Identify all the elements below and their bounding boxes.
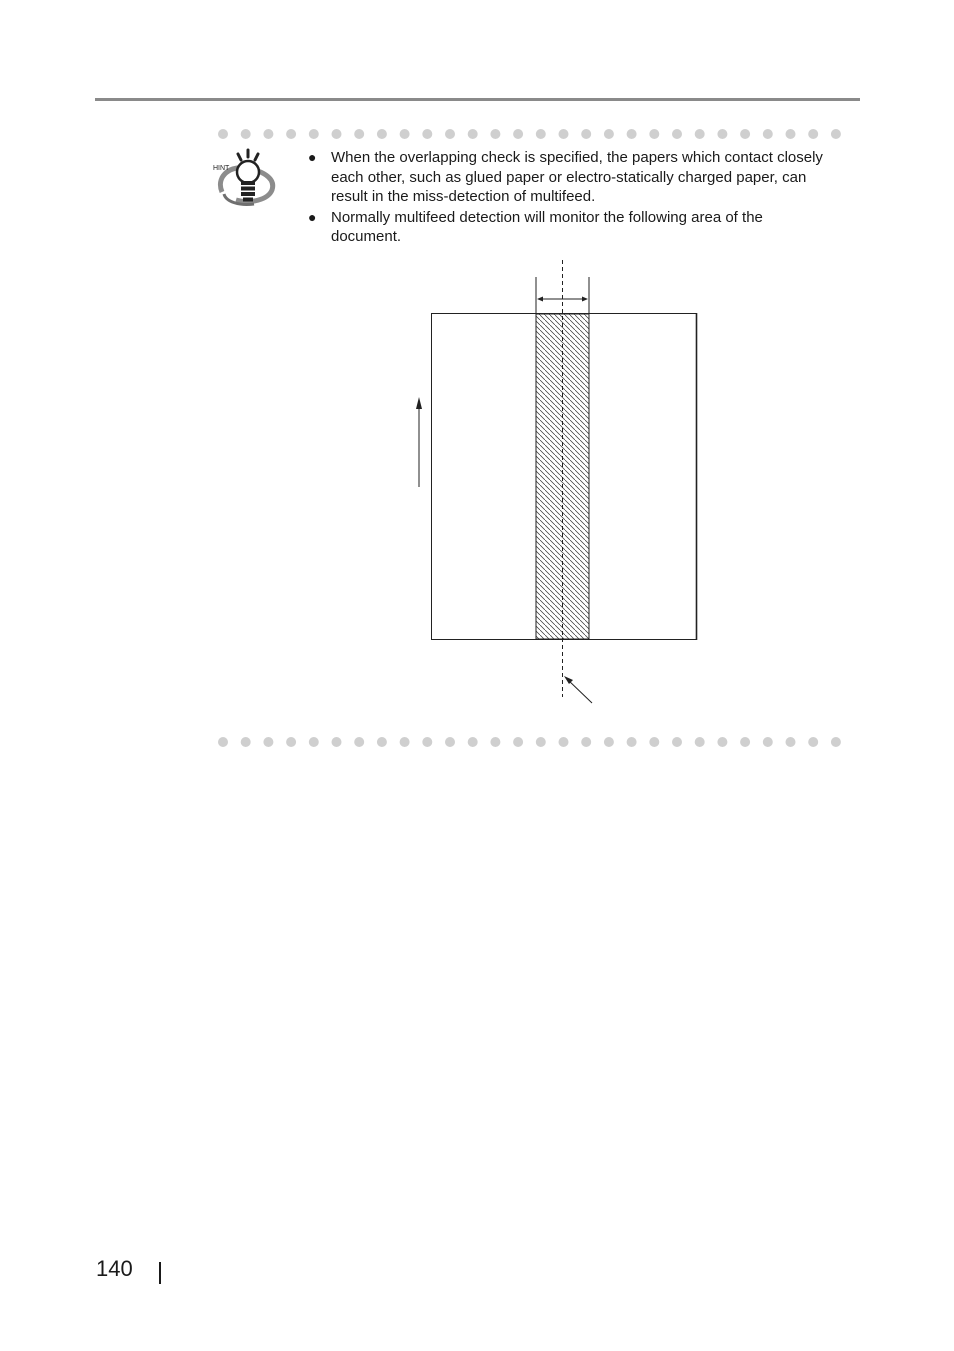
border-dot — [354, 737, 364, 747]
border-dot — [581, 129, 591, 139]
border-dot — [513, 737, 523, 747]
lightbulb-hint-icon — [210, 148, 282, 210]
hint-bottom-dotted-border — [213, 735, 849, 749]
border-dot — [490, 129, 500, 139]
multifeed-detection-area-diagram — [400, 255, 720, 715]
page-number-divider — [159, 1262, 161, 1284]
leader-arrow — [567, 679, 592, 703]
border-dot — [695, 129, 705, 139]
hint-bullet-item — [305, 148, 835, 207]
border-dot — [309, 737, 319, 747]
border-dot — [309, 129, 319, 139]
border-dot — [286, 129, 296, 139]
border-dot — [831, 129, 841, 139]
border-dot — [717, 129, 727, 139]
border-dot — [332, 737, 342, 747]
border-dot — [808, 737, 818, 747]
border-dot — [559, 737, 569, 747]
border-dot — [400, 737, 410, 747]
border-dot — [808, 129, 818, 139]
bullet-icon: ● — [308, 149, 317, 165]
border-dot — [263, 129, 273, 139]
border-dot — [218, 737, 228, 747]
border-dot — [445, 129, 455, 139]
page-number: 140 — [96, 1256, 133, 1281]
border-dot — [286, 737, 296, 747]
border-dot — [740, 129, 750, 139]
border-dot — [241, 129, 251, 139]
border-dot — [263, 737, 273, 747]
border-dot — [831, 737, 841, 747]
hint-icon-label: HINT — [213, 165, 230, 172]
border-dot — [536, 737, 546, 747]
border-dot — [649, 129, 659, 139]
border-dot — [513, 129, 523, 139]
hint-top-dotted-border — [213, 127, 849, 141]
border-dot — [649, 737, 659, 747]
hint-bullet-item — [305, 208, 835, 247]
border-dot — [581, 737, 591, 747]
border-dot — [241, 737, 251, 747]
hint-bullet-text: When the overlapping check is specified, the papers which contact closely each other, such as glued paper or electro-statically charged paper, can result in the miss-detection of multifeed. — [331, 149, 823, 205]
border-dot — [763, 737, 773, 747]
border-dot — [354, 129, 364, 139]
border-dot — [672, 129, 682, 139]
border-dot — [400, 129, 410, 139]
border-dot — [763, 129, 773, 139]
bullet-icon: ● — [308, 208, 317, 225]
border-dot — [559, 129, 569, 139]
border-dot — [717, 737, 727, 747]
border-dot — [672, 737, 682, 747]
border-dot — [377, 737, 387, 747]
border-dot — [332, 129, 342, 139]
border-dot — [218, 129, 228, 139]
border-dot — [627, 129, 637, 139]
border-dot — [536, 129, 546, 139]
border-dot — [468, 129, 478, 139]
border-dot — [422, 129, 432, 139]
border-dot — [490, 737, 500, 747]
border-dot — [604, 737, 614, 747]
border-dot — [786, 129, 796, 139]
border-dot — [695, 737, 705, 747]
border-dot — [740, 737, 750, 747]
border-dot — [786, 737, 796, 747]
border-dot — [422, 737, 432, 747]
border-dot — [627, 737, 637, 747]
border-dot — [468, 737, 478, 747]
border-dot — [445, 737, 455, 747]
hint-bullet-text: Normally multifeed detection will monitor the following area of the document. — [331, 208, 763, 245]
border-dot — [604, 129, 614, 139]
hint-bullet-list — [305, 148, 835, 248]
border-dot — [377, 129, 387, 139]
header-rule — [95, 98, 860, 101]
